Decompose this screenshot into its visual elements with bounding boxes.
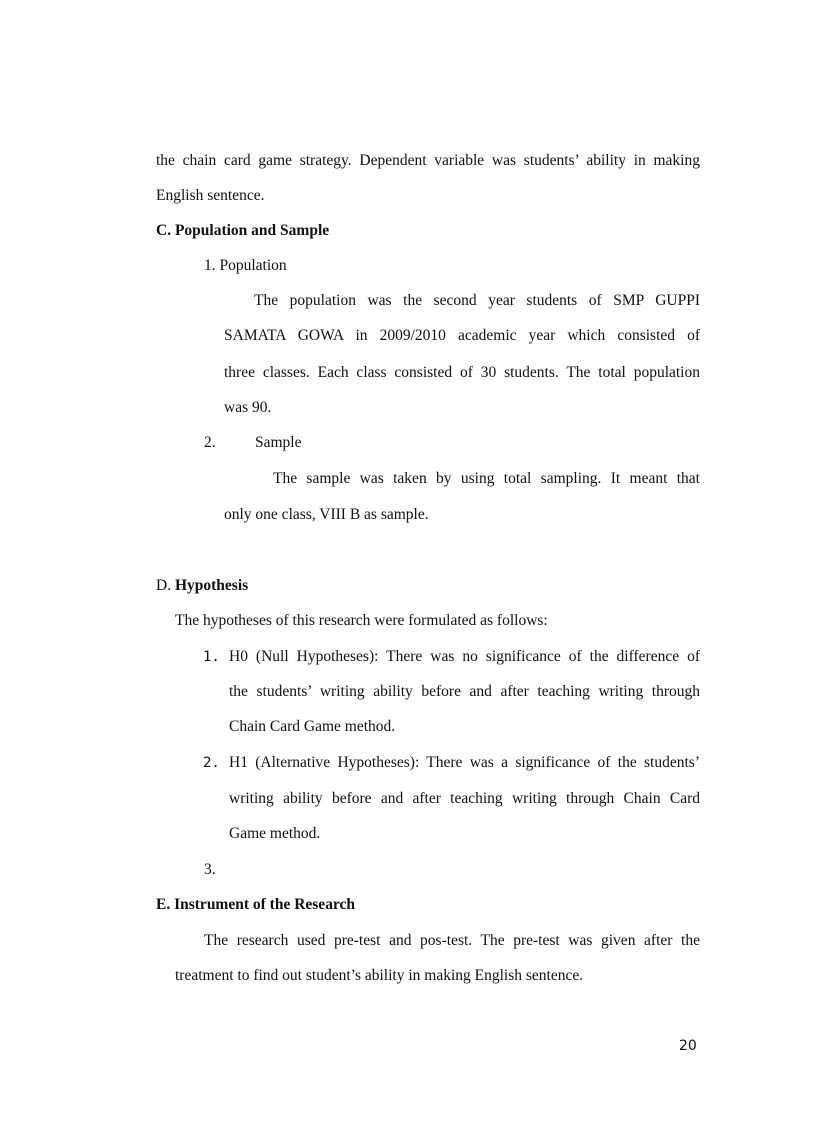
- hypothesis-line: writing ability before and after teaching writing through Chain Card: [229, 790, 700, 807]
- population-heading: 1. Population: [204, 257, 287, 274]
- hypothesis-line: H0 (Null Hypotheses): There was no significance of the difference of: [229, 648, 700, 665]
- section-d-prefix: D.: [156, 577, 172, 594]
- section-c-heading: C. Population and Sample: [156, 222, 330, 239]
- sample-text-line: The sample was taken by using total sampling. It meant that: [273, 470, 700, 487]
- section-d-title: Hypothesis: [174, 577, 249, 594]
- population-text-line: The population was the second year students of SMP GUPPI: [254, 292, 700, 309]
- section-e-line: treatment to find out student’s ability in making English sentence.: [175, 967, 584, 984]
- population-text-line: three classes. Each class consisted of 30 students. The total population: [224, 364, 700, 381]
- hypothesis-line: Game method.: [229, 825, 321, 842]
- hypothesis-intro: The hypotheses of this research were formulated as follows:: [175, 612, 548, 629]
- hypothesis-number: 3.: [204, 861, 216, 878]
- population-text-line: was 90.: [224, 399, 272, 416]
- sample-number: 2.: [204, 434, 216, 451]
- hypothesis-line: H1 (Alternative Hypotheses): There was a significance of the students’: [229, 754, 700, 771]
- page-number: 20: [679, 1038, 697, 1054]
- hypothesis-number: 1.: [203, 649, 220, 665]
- intro-line: English sentence.: [156, 187, 265, 204]
- section-e-line: The research used pre-test and pos-test. The pre-test was given after the: [204, 932, 700, 949]
- population-text-line: SAMATA GOWA in 2009/2010 academic year which consisted of: [224, 327, 700, 344]
- intro-line: the chain card game strategy. Dependent variable was students’ ability in making: [156, 152, 700, 169]
- hypothesis-number: 2.: [203, 755, 220, 771]
- section-e-heading: E. Instrument of the Research: [156, 896, 356, 913]
- sample-heading: Sample: [255, 434, 302, 451]
- section-d-heading: [156, 576, 248, 596]
- hypothesis-line: Chain Card Game method.: [229, 718, 396, 735]
- hypothesis-line: the students’ writing ability before and after teaching writing through: [229, 683, 700, 700]
- sample-text-line: only one class, VIII B as sample.: [224, 506, 429, 523]
